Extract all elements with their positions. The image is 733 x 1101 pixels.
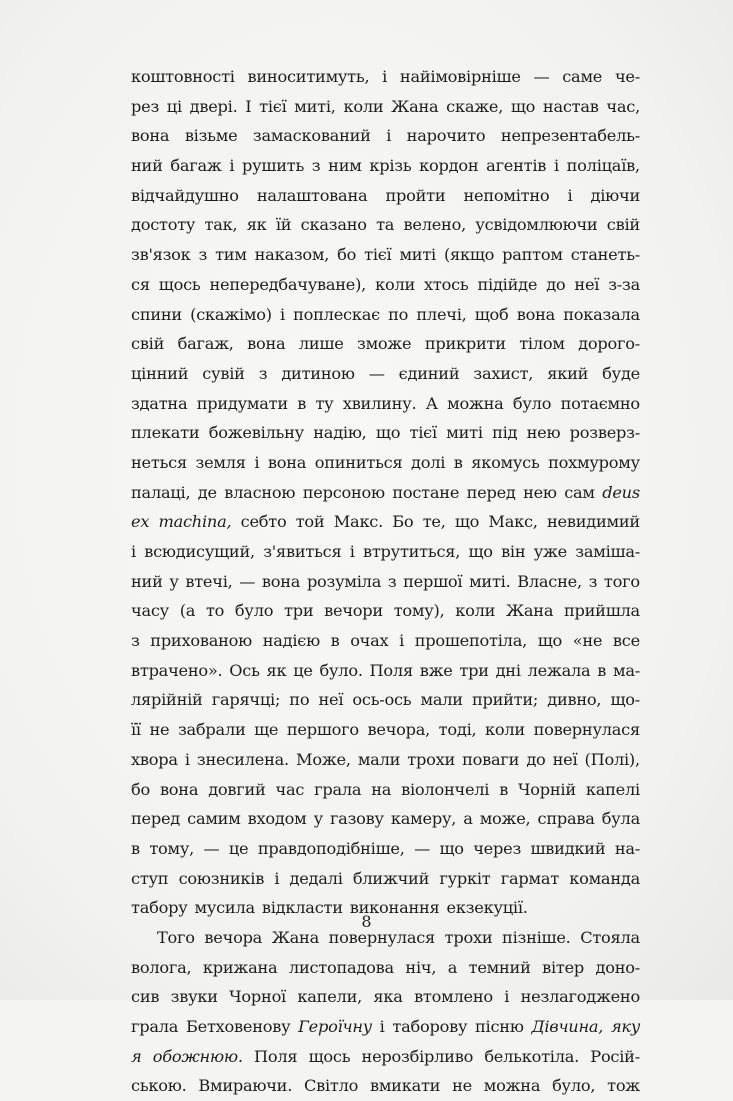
body-text (131, 62, 640, 1101)
text-line: втрачено». Ось як це було. Поля вже три дні лежала в ма- (131, 660, 640, 680)
text-line: ступ союзників і дедалі ближчий гуркіт гармат команда (131, 868, 640, 888)
text-line: ний багаж і рушить з ним крізь кордон агентів і поліцаїв, (131, 156, 640, 176)
text-line: рез ці двері. І тієї миті, коли Жана скаже, що настав час, (131, 96, 640, 116)
text-line: свій багаж, вона лише зможе прикрити тілом дорого- (131, 334, 640, 354)
text-line: спини (скажімо) і поплескає по плечі, щоб вона показала (131, 304, 640, 324)
text-line: лярійній гарячці; по неї ось-ось мали прийти; дивно, що- (131, 690, 640, 710)
text-line: ською. Вмираючи. Світло вмикати не можна було, тож (131, 1076, 640, 1096)
text-line: бо вона довгий час грала на віолончелі в Чорній капелі (131, 779, 640, 799)
text-line: грала Бетховенову Героїчну і таборову пісню Дівчина, яку (131, 1017, 640, 1036)
text-line: палаці, де власною персоною постане перед нею сам deus (131, 482, 640, 502)
text-line: її не забрали ще першого вечора, тоді, коли повернулася (131, 720, 640, 740)
page-number: 8 (361, 912, 372, 931)
text-line: волога, крижана листопадова ніч, а темний вітер доно- (131, 957, 640, 977)
text-line: ся щось непередбачуване), коли хтось підійде до неї з-за (131, 274, 640, 294)
text-line: здатна придумати в ту хвилину. А можна було потаємно (131, 393, 640, 413)
text-line: з прихованою надією в очах і прошепотіла, що «не все (131, 631, 640, 651)
text-line: в тому, — це правдоподібніше, — що через швидкий на- (131, 838, 640, 858)
text-line: Того вечора Жана повернулася трохи пізніше. Стояла (157, 927, 640, 947)
text-line: сив звуки Чорної капели, яка втомлено і незлагоджено (131, 987, 640, 1007)
text-line: відчайдушно налаштована пройти непомітно і діючи (131, 185, 640, 205)
text-line: табору мусила відкласти виконання екзекуції. (131, 898, 528, 918)
text-line: зв'язок з тим наказом, бо тієї миті (якщо раптом станеть- (131, 245, 640, 265)
text-line: перед самим входом у газову камеру, а може, справа була (131, 809, 640, 829)
text-line: неться земля і вона опиниться долі в якомусь похмурому (131, 452, 640, 472)
text-line: достоту так, як їй сказано та велено, усвідомлюючи свій (131, 215, 640, 235)
text-line: хвора і знесилена. Може, мали трохи поваги до неї (Полі), (131, 749, 640, 769)
text-line: коштовності виноситимуть, і найімовірніше — саме че- (131, 67, 640, 86)
text-line: часу (а то було три вечори тому), коли Жана прийшла (131, 601, 640, 621)
text-line: ex machina, себто той Макс. Бо те, що Макс, невидимий (131, 512, 640, 532)
text-line: вона візьме замаскований і нарочито непрезентабель- (131, 126, 640, 146)
text-line: і всюдисущий, з'явиться і втрутиться, що він уже заміша- (131, 542, 640, 561)
text-line: я обожнюю. Поля щось нерозбірливо белькотіла. Росій- (131, 1046, 640, 1066)
text-line: плекати божевільну надію, що тієї миті під нею розверз- (131, 423, 640, 443)
text-line: цінний сувій з дитиною — єдиний захист, який буде (131, 363, 640, 383)
text-line: ний у втечі, — вона розуміла з першої миті. Власне, з того (131, 571, 640, 591)
